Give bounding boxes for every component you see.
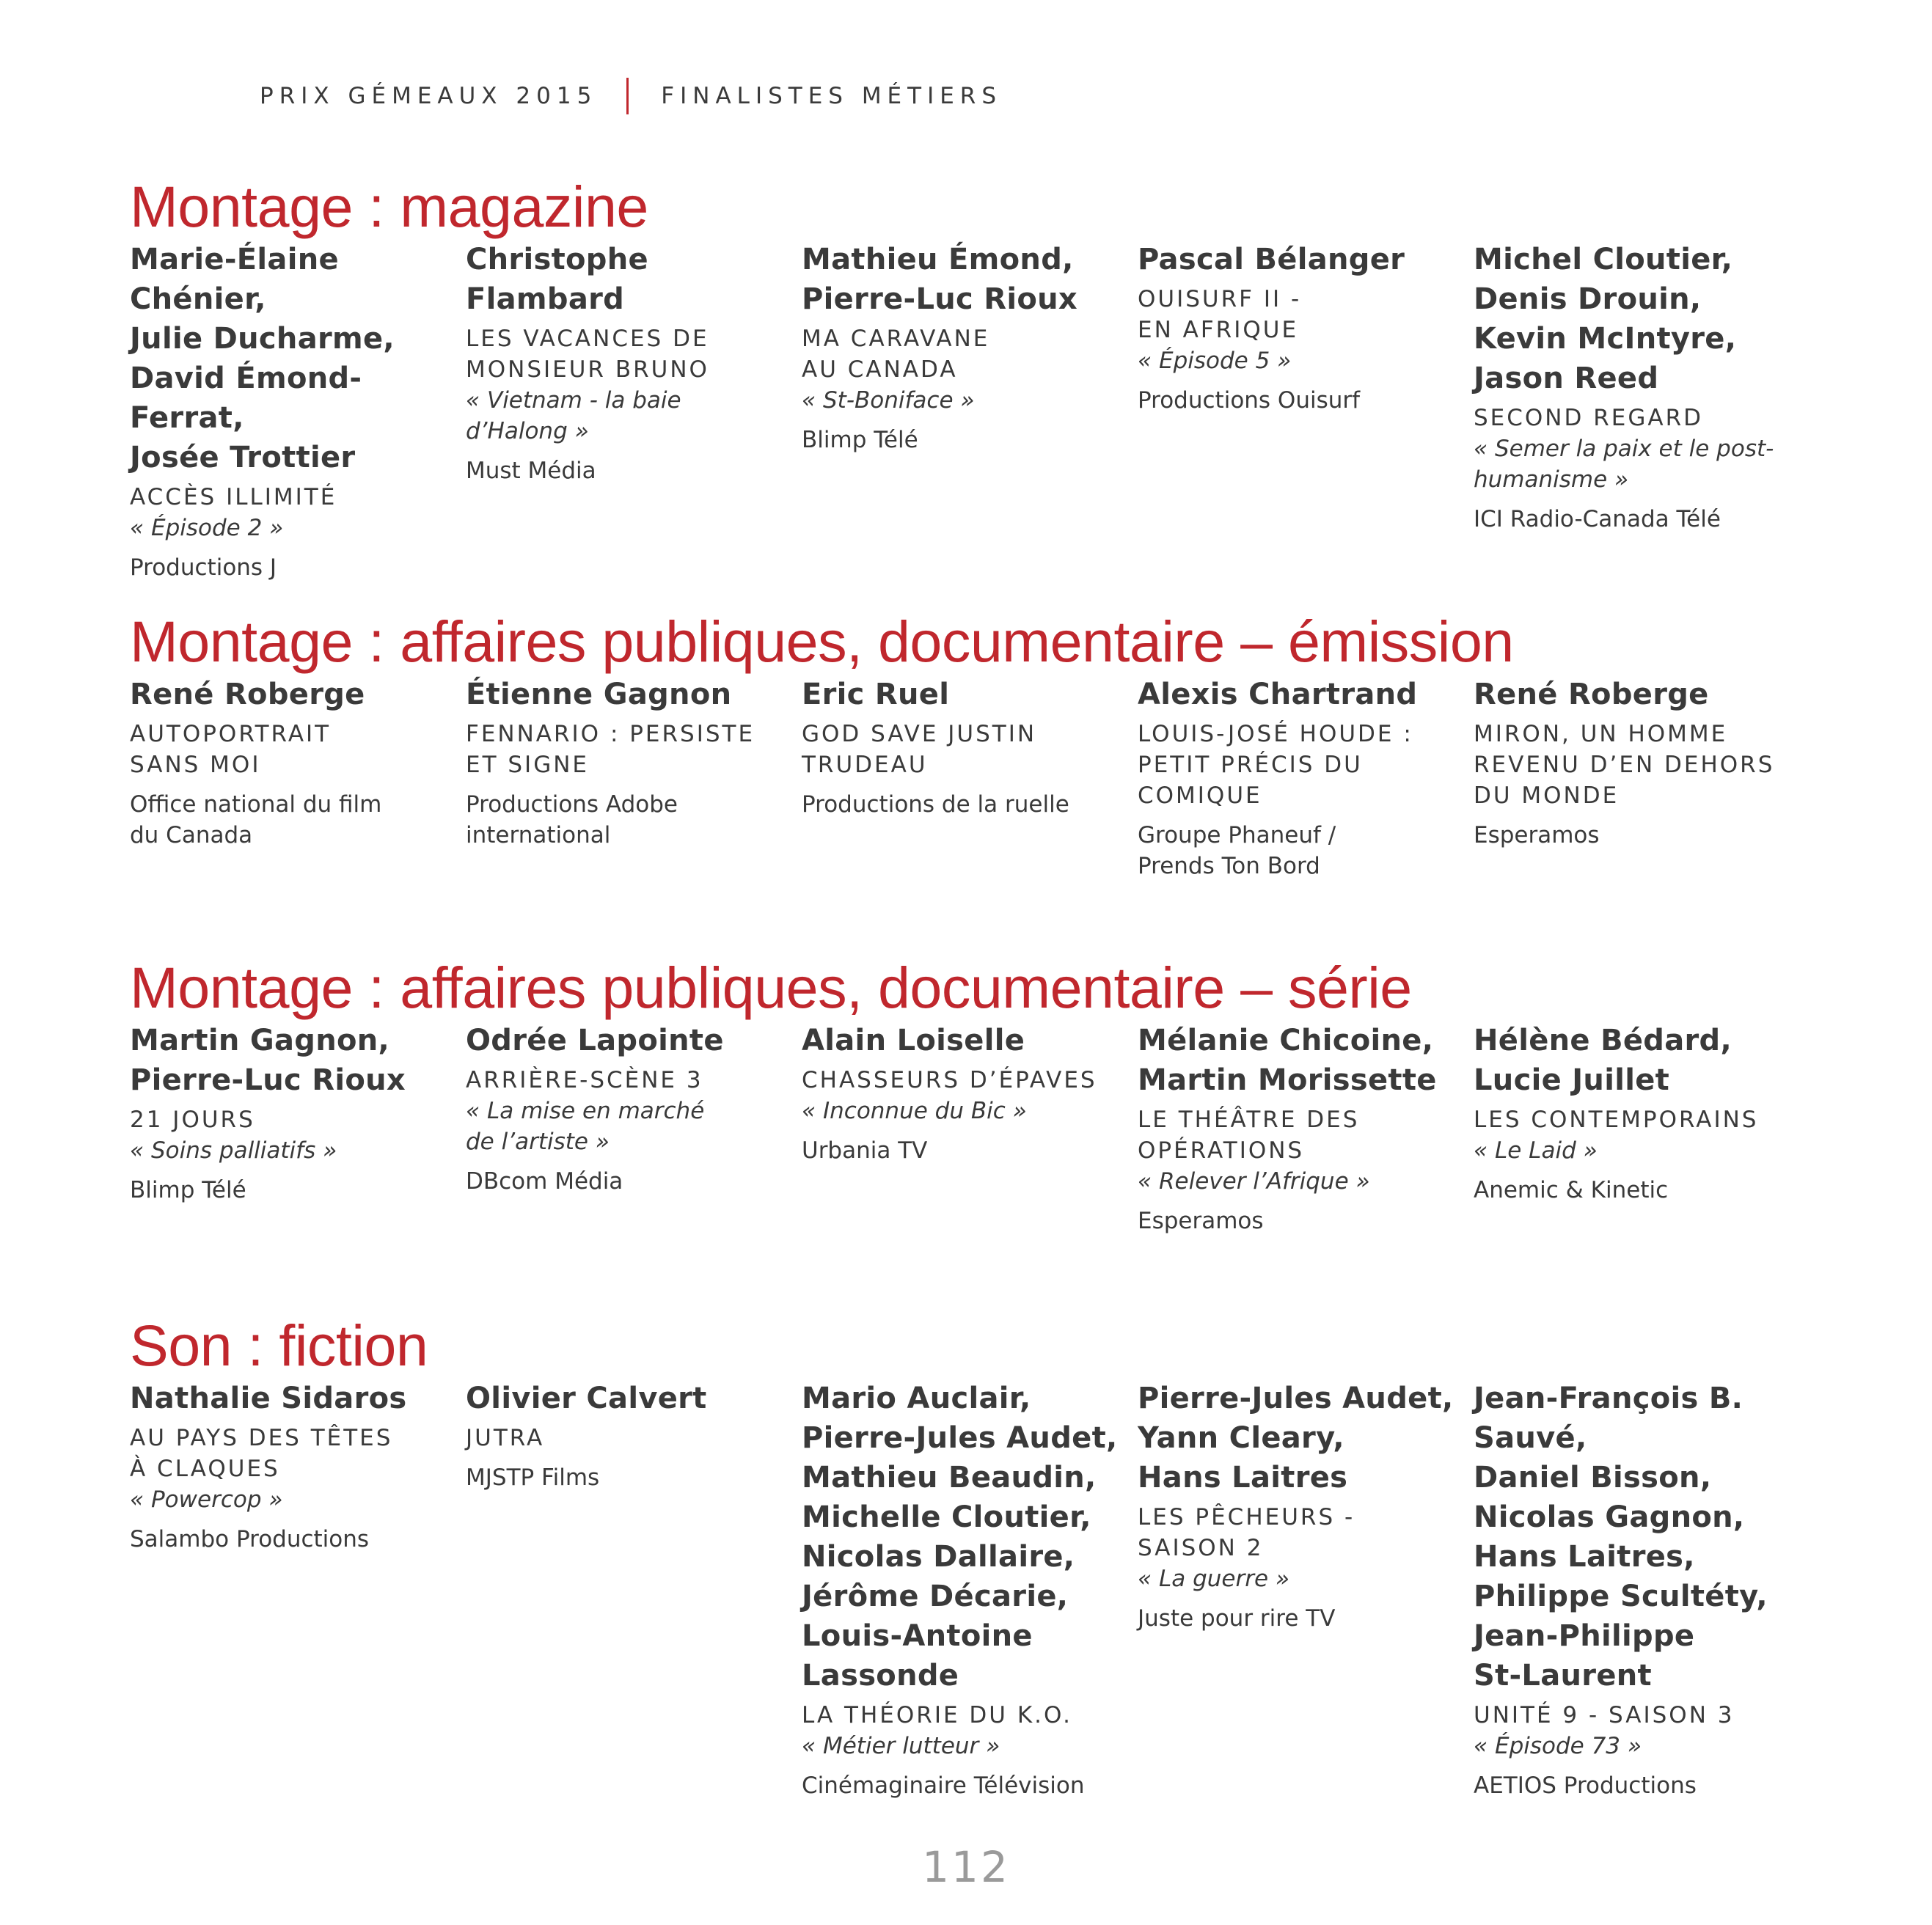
production-company: Esperamos bbox=[1138, 1208, 1264, 1234]
page-number: 112 bbox=[922, 1842, 1010, 1892]
episode-title: « Inconnue du Bic » bbox=[802, 1098, 1027, 1124]
production-company: Juste pour rire TV bbox=[1138, 1605, 1336, 1632]
production-company: Productions J bbox=[130, 554, 277, 581]
production-company: Office national du film du Canada bbox=[130, 791, 382, 848]
episode-title: « Le Laid » bbox=[1474, 1137, 1598, 1164]
header-section: FINALISTES MÉTIERS bbox=[661, 83, 1003, 109]
finalist-names: Mario Auclair, Pierre-Jules Audet, Mathieu Beaudin, Michelle Cloutier, Nicolas Dallaire, Jérôme Décarie, Louis-Antoine Lassonde bbox=[802, 1382, 1118, 1693]
finalists-row bbox=[130, 1379, 1817, 1799]
show-title: AU PAYS DES TÊTES À CLAQUES bbox=[130, 1425, 393, 1482]
finalist-entry bbox=[1474, 1379, 1796, 1801]
episode-title: « La guerre » bbox=[1138, 1566, 1290, 1592]
show-title: UNITÉ 9 - SAISON 3 bbox=[1474, 1702, 1735, 1728]
finalist-names: Olivier Calvert bbox=[466, 1382, 707, 1415]
finalist-entry bbox=[802, 1379, 1124, 1801]
header-divider bbox=[626, 78, 629, 114]
finalist-names: René Roberge bbox=[130, 678, 365, 711]
episode-title: « La mise en marché de l’artiste » bbox=[466, 1098, 705, 1155]
finalist-names: Christophe Flambard bbox=[466, 243, 648, 316]
show-title: GOD SAVE JUSTIN TRUDEAU bbox=[802, 721, 1037, 778]
finalist-entry bbox=[130, 1379, 453, 1555]
finalist-entry bbox=[1474, 1021, 1796, 1206]
episode-title: « Métier lutteur » bbox=[802, 1733, 1000, 1759]
finalist-names: Eric Ruel bbox=[802, 678, 950, 711]
finalists-row bbox=[130, 240, 1817, 581]
finalist-entry bbox=[802, 675, 1124, 820]
show-title: LES PÊCHEURS - SAISON 2 bbox=[1138, 1504, 1355, 1561]
show-title: 21 JOURS bbox=[130, 1107, 255, 1133]
show-title: ACCÈS ILLIMITÉ bbox=[130, 484, 337, 510]
finalist-names: René Roberge bbox=[1474, 678, 1709, 711]
finalist-entry bbox=[466, 675, 788, 851]
section-title: Montage : affaires publiques, documentaire – série bbox=[130, 955, 1412, 1020]
finalist-names: Mélanie Chicoine, Martin Morissette bbox=[1138, 1024, 1437, 1097]
finalist-entry bbox=[466, 1379, 788, 1493]
show-title: SECOND REGARD bbox=[1474, 405, 1703, 431]
show-title: JUTRA bbox=[466, 1425, 545, 1451]
show-title: ARRIÈRE-SCÈNE 3 bbox=[466, 1067, 703, 1093]
finalists-row bbox=[130, 675, 1817, 879]
episode-title: « Soins palliatifs » bbox=[130, 1137, 337, 1164]
finalist-entry bbox=[1138, 1379, 1460, 1634]
section-son-fiction bbox=[130, 1313, 1817, 1799]
finalist-entry bbox=[1138, 1021, 1460, 1236]
section-montage-documentaire-serie bbox=[130, 955, 1817, 1234]
finalist-names: Étienne Gagnon bbox=[466, 678, 732, 711]
production-company: Esperamos bbox=[1474, 822, 1600, 848]
finalist-entry bbox=[802, 1021, 1124, 1166]
show-title: MA CARAVANE AU CANADA bbox=[802, 326, 990, 383]
episode-title: « Épisode 5 » bbox=[1138, 348, 1292, 374]
episode-title: « Épisode 73 » bbox=[1474, 1733, 1642, 1759]
production-company: DBcom Média bbox=[466, 1168, 623, 1195]
production-company: Anemic & Kinetic bbox=[1474, 1177, 1669, 1203]
production-company: Must Média bbox=[466, 458, 596, 484]
production-company: Blimp Télé bbox=[130, 1177, 246, 1203]
finalist-names: Marie-Élaine Chénier, Julie Ducharme, David Émond-Ferrat, Josée Trottier bbox=[130, 243, 395, 474]
finalist-names: Pascal Bélanger bbox=[1138, 243, 1405, 276]
show-title: LA THÉORIE DU K.O. bbox=[802, 1702, 1072, 1728]
section-title: Montage : magazine bbox=[130, 174, 648, 239]
finalist-names: Martin Gagnon, Pierre-Luc Rioux bbox=[130, 1024, 406, 1097]
finalist-names: Hélène Bédard, Lucie Juillet bbox=[1474, 1024, 1732, 1097]
episode-title: « Vietnam - la baie d’Halong » bbox=[466, 387, 681, 444]
episode-title: « Épisode 2 » bbox=[130, 515, 284, 541]
production-company: Productions Adobe international bbox=[466, 791, 678, 848]
finalist-entry bbox=[1138, 675, 1460, 881]
finalist-entry bbox=[130, 240, 453, 583]
episode-title: « Powercop » bbox=[130, 1486, 283, 1513]
show-title: LES CONTEMPORAINS bbox=[1474, 1107, 1759, 1133]
show-title: CHASSEURS D’ÉPAVES bbox=[802, 1067, 1097, 1093]
section-title: Montage : affaires publiques, documentaire – émission bbox=[130, 609, 1514, 674]
finalist-entry bbox=[1138, 240, 1460, 416]
finalist-entry bbox=[130, 1021, 453, 1206]
finalist-names: Pierre-Jules Audet, Yann Cleary, Hans Laitres bbox=[1138, 1382, 1454, 1495]
finalist-entry bbox=[802, 240, 1124, 455]
finalist-names: Michel Cloutier, Denis Drouin, Kevin McIntyre, Jason Reed bbox=[1474, 243, 1737, 395]
finalist-entry bbox=[466, 1021, 788, 1197]
production-company: Productions Ouisurf bbox=[1138, 387, 1361, 414]
episode-title: « Semer la paix et le post- humanisme » bbox=[1474, 436, 1774, 493]
production-company: Blimp Télé bbox=[802, 427, 918, 453]
production-company: ICI Radio-Canada Télé bbox=[1474, 506, 1721, 532]
episode-title: « St-Boniface » bbox=[802, 387, 975, 414]
show-title: FENNARIO : PERSISTE ET SIGNE bbox=[466, 721, 755, 778]
production-company: AETIOS Productions bbox=[1474, 1772, 1697, 1799]
finalist-entry bbox=[1474, 240, 1796, 535]
production-company: Groupe Phaneuf / Prends Ton Bord bbox=[1138, 822, 1336, 879]
show-title: LES VACANCES DE MONSIEUR BRUNO bbox=[466, 326, 709, 383]
production-company: MJSTP Films bbox=[466, 1464, 600, 1491]
production-company: Salambo Productions bbox=[130, 1526, 370, 1552]
section-montage-documentaire-emission bbox=[130, 609, 1817, 879]
header-event: PRIX GÉMEAUX 2015 bbox=[260, 83, 598, 109]
finalists-row bbox=[130, 1021, 1817, 1234]
finalist-names: Odrée Lapointe bbox=[466, 1024, 724, 1057]
show-title: LOUIS-JOSÉ HOUDE : PETIT PRÉCIS DU COMIQUE bbox=[1138, 721, 1413, 809]
finalist-names: Nathalie Sidaros bbox=[130, 1382, 407, 1415]
show-title: LE THÉÂTRE DES OPÉRATIONS bbox=[1138, 1107, 1360, 1164]
section-title: Son : fiction bbox=[130, 1313, 428, 1378]
finalist-names: Mathieu Émond, Pierre-Luc Rioux bbox=[802, 243, 1078, 316]
finalist-entry bbox=[130, 675, 453, 851]
page-header bbox=[260, 78, 1002, 114]
production-company: Urbania TV bbox=[802, 1137, 928, 1164]
finalist-names: Alexis Chartrand bbox=[1138, 678, 1418, 711]
finalist-entry bbox=[1474, 675, 1796, 851]
finalist-names: Jean-François B. Sauvé, Daniel Bisson, Nicolas Gagnon, Hans Laitres, Philippe Scultéty, Jean-Philippe St-Laurent bbox=[1474, 1382, 1768, 1693]
episode-title: « Relever l’Afrique » bbox=[1138, 1168, 1370, 1195]
show-title: OUISURF II - EN AFRIQUE bbox=[1138, 286, 1302, 343]
production-company: Cinémaginaire Télévision bbox=[802, 1772, 1085, 1799]
finalist-names: Alain Loiselle bbox=[802, 1024, 1025, 1057]
production-company: Productions de la ruelle bbox=[802, 791, 1069, 818]
show-title: AUTOPORTRAIT SANS MOI bbox=[130, 721, 332, 778]
finalist-entry bbox=[466, 240, 788, 486]
show-title: MIRON, UN HOMME REVENU D’EN DEHORS DU MONDE bbox=[1474, 721, 1775, 809]
section-montage-magazine bbox=[130, 174, 1817, 581]
